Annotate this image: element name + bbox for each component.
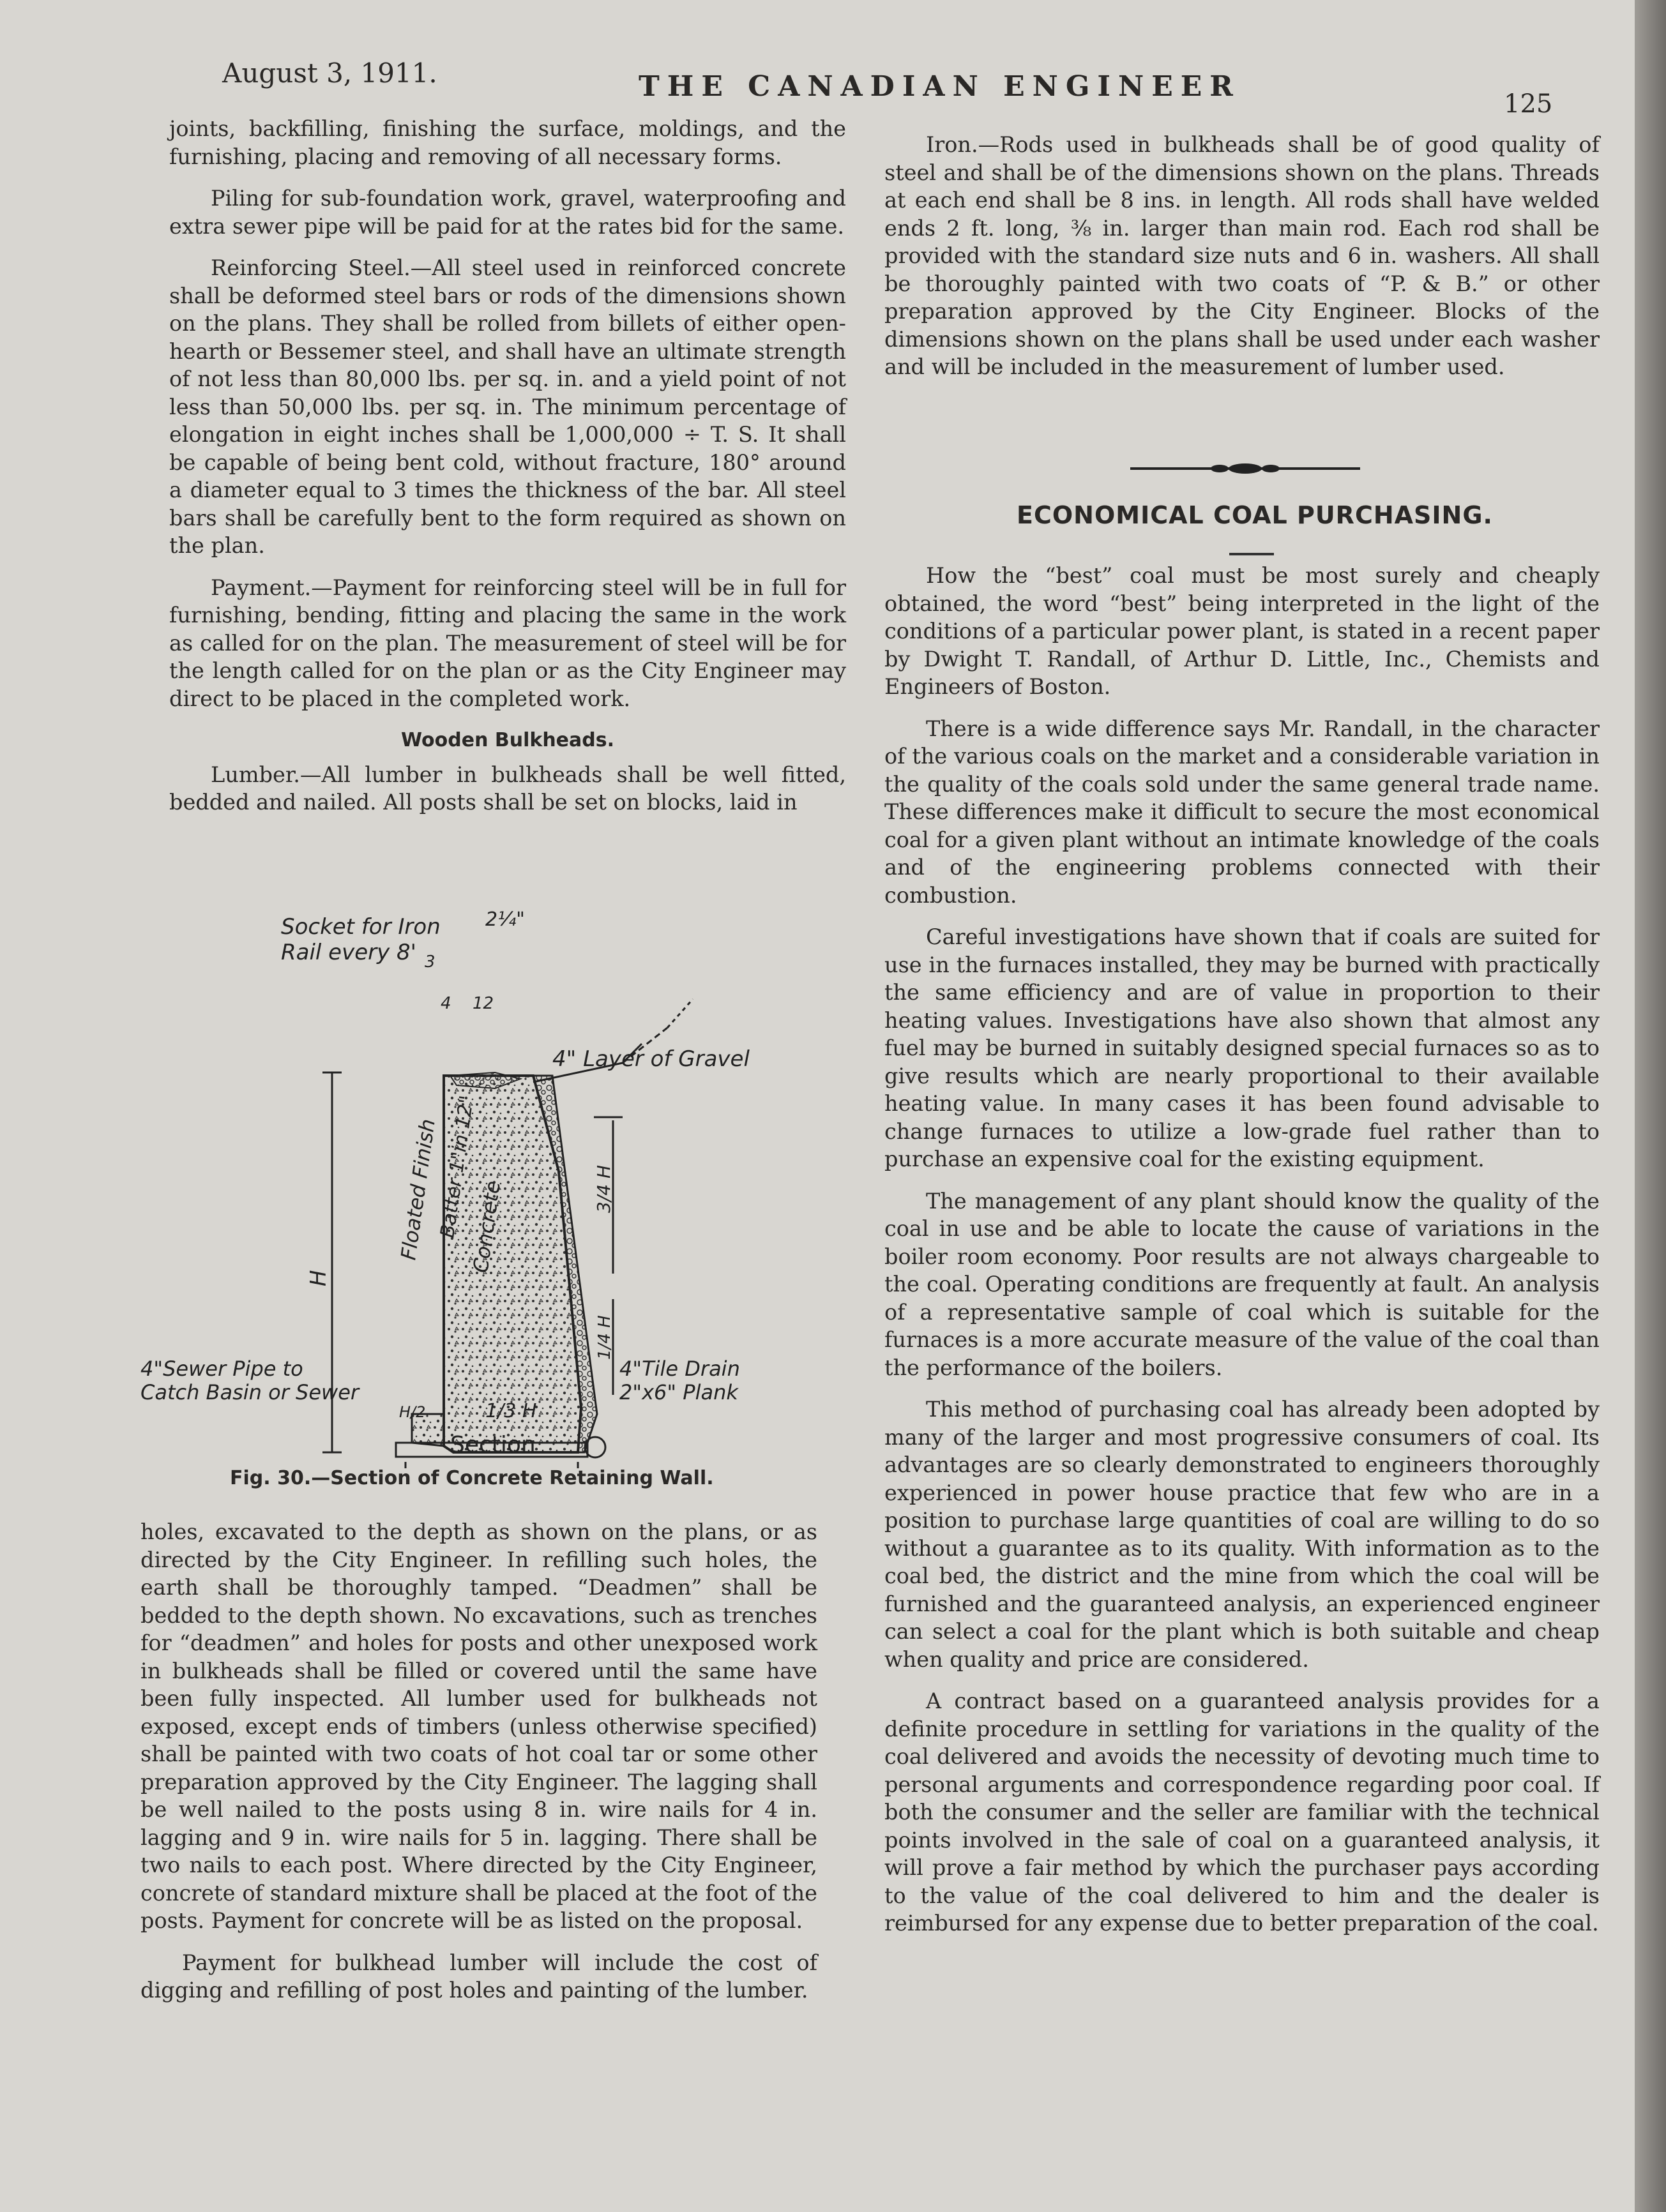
paragraph: A contract based on a guaranteed analysis provides for a definite procedure in settling for variations in the quality of the coal delivered and avoids the necessity of devoting much time to personal arguments and correspondence regarding poor coal. If both the consumer and the seller are familiar with the technical points involved in the sale of coal on a guaranteed analysis, it will prove a fair method by which the purchaser pays according to the value of the coal delivered to him and the dealer is reimbursed for any expense due to better preparation of the coal. xyxy=(884,1689,1600,1936)
label-catch-basin: Catch Basin or Sewer xyxy=(140,1380,360,1404)
label-floated-finish: Floated Finish xyxy=(396,1117,440,1262)
label-section: Section xyxy=(450,1432,536,1458)
label-dim-3: 3 xyxy=(425,952,435,972)
paragraph: Payment for bulkhead lumber will include the cost of digging and refilling of post holes and painting of the lumber. xyxy=(140,1950,817,2003)
label-third-h: 1/3 H xyxy=(485,1400,537,1422)
label-gravel: 4" Layer of Gravel xyxy=(552,1046,750,1072)
label-batter: Batter 1"in 12" xyxy=(436,1094,479,1240)
issue-date: August 3, 1911. xyxy=(222,57,437,89)
label-rail: Rail every 8' xyxy=(281,940,417,965)
figure-caption: Fig. 30.—Section of Concrete Retaining Wall. xyxy=(230,1467,714,1489)
page-binding-edge xyxy=(1635,0,1666,2212)
paragraph: How the “best” coal must be most surely and cheaply obtained, the word “best” being interpreted in the light of the conditions of a particular power plant, is stated in a recent paper by Dwight T. Randall, of Arthur D. Little, Inc., Chemists and Engineers of Boston. xyxy=(884,563,1600,699)
paragraph: joints, backfilling, finishing the surface, moldings, and the furnishing, placing and removing of all necessary forms. xyxy=(169,116,846,169)
label-half: H/2 xyxy=(399,1403,426,1421)
paragraph: Payment.—Payment for reinforcing steel will be in full for furnishing, bending, fitting and placing the same in the work as called for on the plan. The measurement of steel will be for the length called for on the plan or as the City Engineer may direct to be placed in the completed work. xyxy=(169,575,846,711)
label-socket: Socket for Iron xyxy=(281,914,441,940)
right-column-article xyxy=(884,562,1600,1952)
label-quarter-h: 1/4 H xyxy=(595,1315,614,1360)
article-title: ECONOMICAL COAL PURCHASING. xyxy=(1017,501,1493,529)
label-dim-4: 4 xyxy=(441,994,451,1013)
page-header xyxy=(0,51,1635,119)
section-divider-ornament xyxy=(1130,461,1360,476)
paragraph: Iron.—Rods used in bulkheads shall be of good quality of steel and shall be of the dimensions shown on the plans. Threads at each end shall be 8 ins. in length. All rods shall have welded ends 2 ft. long, ⅜ in. larger than main rod. Each rod shall be provided with the standard size nuts and 6 in. washers. All shall be thoroughly painted with two coats of “P. & B.” or other preparation approved by the City Engineer. Blocks of the dimensions shown on the plans shall be used under each washer and will be included in the measurement of lumber used. xyxy=(884,132,1600,379)
paragraph: This method of purchasing coal has already been adopted by many of the larger and most progressive consumers of coal. Its advantages are so clearly demonstrated to engineers thoroughly experienced in power house practice that few who are in a position to purchase large quantities of coal are willing to do so without a guarantee as to its quality. With information as to the coal bed, the district and the mine from which the coal will be furnished and the guaranteed analysis, an experienced engineer can select a coal for the plant which is both suitable and cheap when quality and price are considered. xyxy=(884,1397,1600,1672)
paragraph: There is a wide difference says Mr. Randall, in the character of the various coals on the market and a considerable variation in the quality of the coals sold under the same general trade name. These differences make it difficult to secure the most economical coal for a given plant without an intimate knowledge of the coals and of the engineering problems connected with their combustion. xyxy=(884,716,1600,908)
paragraph: Reinforcing Steel.—All steel used in reinforced concrete shall be deformed steel bars or rods of the dimensions shown on the plans. They shall be rolled from billets of either open-hearth or Bessemer steel, and shall have an ultimate strength of not less than 80,000 lbs. per sq. in. and a yield point of not less than 50,000 lbs. per sq. in. The minimum percentage of elongation in eight inches shall be 1,000,000 ÷ T. S. It shall be capable of being bent cold, without fracture, 180° around a diameter equal to 3 times the thickness of the bar. All steel bars shall be carefully bent to the form required as shown on the plan. xyxy=(169,255,846,558)
label-sewer-pipe: 4"Sewer Pipe to xyxy=(140,1357,303,1381)
page-number: 125 xyxy=(1504,89,1553,119)
left-column-top xyxy=(169,115,846,831)
label-h: H xyxy=(306,1270,331,1286)
paragraph: The management of any plant should know the quality of the coal in use and be able to locate the cause of variations in the boiler room economy. Poor results are not always chargeable to the coal. Operating conditions are frequently at fault. An analysis of a representative sample of coal which is suitable for the furnaces is a more accurate measure of the value of the coal than the performance of the boilers. xyxy=(884,1188,1600,1380)
title-underline xyxy=(1229,553,1274,555)
paragraph: Careful investigations have shown that if coals are suited for use in the furnaces installed, they may be burned with practically the same efficiency and are of value in proportion to their heating values. Investigations have also shown that almost any fuel may be burned in suitably designed special furnaces so as to give results which are nearly proportional to their available heating value. In many cases it has been found advisable to change furnaces to utilize a low-grade fuel rather than to purchase an expensive coal for the existing equipment. xyxy=(884,924,1600,1171)
label-plank: 2"x6" Plank xyxy=(619,1380,738,1404)
subheading-wooden-bulkheads: Wooden Bulkheads. xyxy=(401,729,614,751)
label-top-dim: 2¼" xyxy=(485,908,525,931)
paragraph: Piling for sub-foundation work, gravel, waterproofing and extra sewer pipe will be paid for at the rates bid for the same. xyxy=(169,186,846,239)
paragraph: holes, excavated to the depth as shown on the plans, or as directed by the City Engineer. In refilling such holes, the earth shall be thoroughly tamped. “Deadmen” shall be bedded to the depth shown. No excavations, such as trenches for “deadmen” and holes for posts and other unexposed work in bulkheads shall be filled or covered until the same have been fully inspected. All lumber used for bulkheads not exposed, except ends of timbers (unless otherwise specified) shall be painted with two coats of hot coal tar or some other preparation approved by the City Engineer. The lagging shall be well nailed to the posts using 8 in. wire nails for 4 in. lagging and 9 in. wire nails for 5 in. lagging. There shall be two nails to each post. Where directed by the City Engineer, concrete of standard mixture shall be placed at the foot of the posts. Payment for concrete will be as listed on the proposal. xyxy=(140,1519,817,1933)
left-column-bottom xyxy=(140,1518,817,2019)
label-tile-drain: 4"Tile Drain xyxy=(619,1357,740,1381)
wall-body xyxy=(412,1072,597,1452)
label-three-quarter-h: 3/4 H xyxy=(593,1164,614,1213)
journal-title: THE CANADIAN ENGINEER xyxy=(639,70,1241,103)
paragraph: Lumber.—All lumber in bulkheads shall be well fitted, bedded and nailed. All posts shall be set on blocks, laid in xyxy=(169,762,846,815)
label-concrete: Concrete xyxy=(468,1179,506,1275)
retaining-wall-section-figure xyxy=(137,891,840,1468)
right-column-top xyxy=(884,131,1600,395)
label-dim-12: 12 xyxy=(473,994,494,1013)
